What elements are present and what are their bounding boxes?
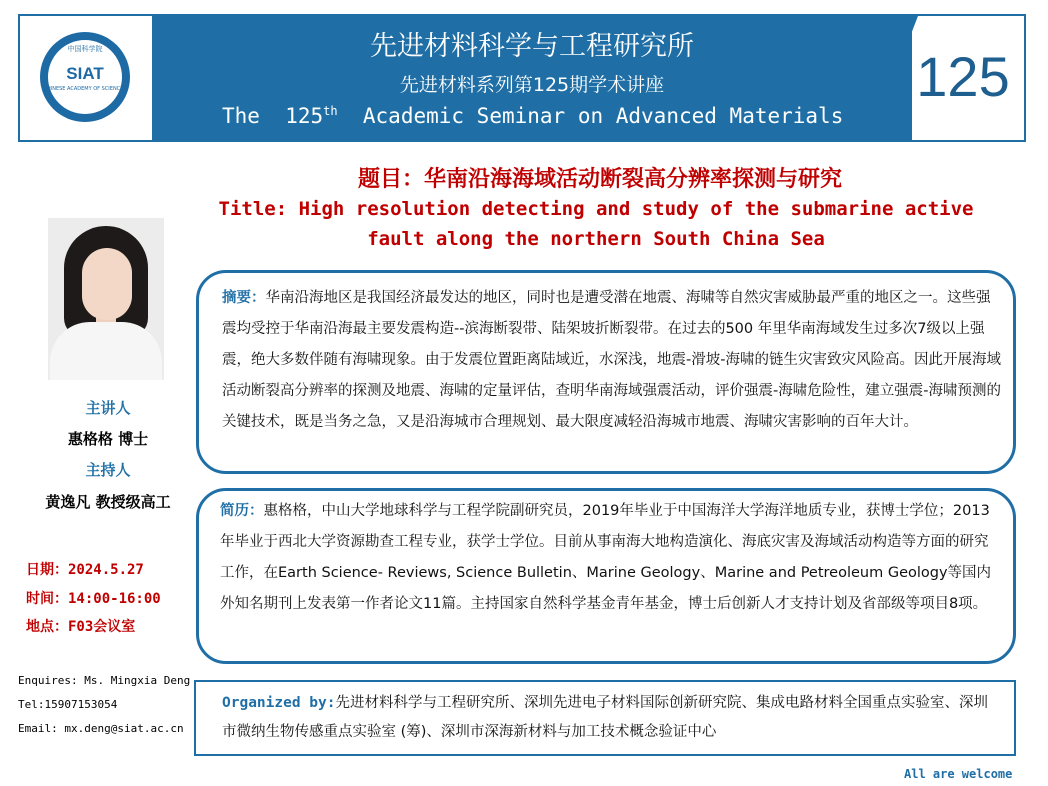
speaker-photo-face	[82, 248, 132, 320]
host-label: 主持人	[85, 461, 131, 479]
talk-title-en-line1: Title: High resolution detecting and study of the submarine active	[218, 198, 974, 220]
bio-label: 简历：	[220, 503, 264, 519]
welcome-note: All are welcome	[904, 767, 1013, 781]
event-time: 时间：14:00-16:00	[26, 591, 161, 607]
talk-title-en	[196, 194, 996, 254]
contact-enquires: Enquires: Ms. Mingxia Deng	[18, 674, 191, 687]
seminar-subtitle: 先进材料系列第125期学术讲座	[399, 74, 665, 96]
abstract-label: 摘要：	[222, 290, 266, 306]
abstract-body: 华南沿海地区是我国经济最发达的地区，同时也是遭受潜在地震、海啸等自然灾害威胁最严重的地区之一。这些强震均受控于华南沿海最主要发震构造--滨海断裂带、陆架坡折断裂带。在过去的500 年里华南海域发生过多次7级以上强震，绝大多数伴随有海啸现象。由于发震位置距离陆域近，水深浅，地震-滑坡-海啸的链生灾害致灾风险高。因此开展海域活动断裂高分辨率的探测及地震、海啸的定量评估，查明华南海域强震活动，评价强震-海啸危险性，建立强震-海啸预测的关键技术，既是当务之急，又是沿海城市合理规划、最大限度减轻沿海城市地震、海啸灾害影响的百年大计。	[222, 290, 1001, 430]
logo-top-text: 中国科学院	[67, 45, 103, 53]
title-en-prefix: The 125	[222, 104, 324, 128]
logo-name: SIAT	[66, 64, 104, 83]
speaker-name: 惠格格 博士	[67, 430, 149, 448]
bio-text	[220, 496, 1002, 620]
talk-title-cn: 题目：华南沿海海域活动断裂高分辨率探测与研究	[357, 167, 842, 192]
seminar-title-en	[222, 104, 902, 128]
title-en-sup: th	[323, 104, 338, 118]
issue-number: 125	[916, 45, 1010, 108]
abstract-text	[222, 283, 1002, 438]
host-name: 黄逸凡 教授级高工	[45, 493, 171, 511]
bio-body: 惠格格，中山大学地球科学与工程学院副研究员，2019年毕业于中国海洋大学海洋地质专业，获博士学位；2013年毕业于西北大学资源勘查工程专业，获学士学位。目前从事南海大地构造演化、海底灾害及海域活动构造等方面的研究工作，在Earth Science- Reviews, Science Bulletin、Marine Geology、Marine and Petreoleum Geology等国内外知名期刊上发表第一作者论文11篇。主持国家自然科学基金青年基金，博士后创新人才支持计划及省部级等项目8项。	[220, 503, 992, 612]
talk-title-en-line2: fault along the northern South China Sea	[367, 228, 825, 250]
event-place: 地点：F03会议室	[26, 619, 136, 635]
institute-title: 先进材料科学与工程研究所	[370, 31, 694, 62]
contact-email: Email: mx.deng@siat.ac.cn	[18, 722, 184, 735]
contact-tel: Tel:15907153054	[18, 698, 118, 711]
organizers-label: Organized by:	[222, 695, 336, 711]
logo-bottom-text: CHINESE ACADEMY OF SCIENCES	[43, 86, 127, 92]
organizers-body: 先进材料科学与工程研究所、深圳先进电子材料国际创新研究院、集成电路材料全国重点实验室、深圳市微纳生物传感重点实验室 (筹)、深圳市深海新材料与加工技术概念验证中心	[222, 695, 988, 740]
event-date: 日期：2024.5.27	[26, 562, 144, 578]
speaker-photo-body	[50, 322, 162, 380]
speaker-label: 主讲人	[85, 399, 131, 417]
organizers-text	[222, 689, 1002, 747]
title-en-suffix: Academic Seminar on Advanced Materials	[337, 104, 844, 128]
